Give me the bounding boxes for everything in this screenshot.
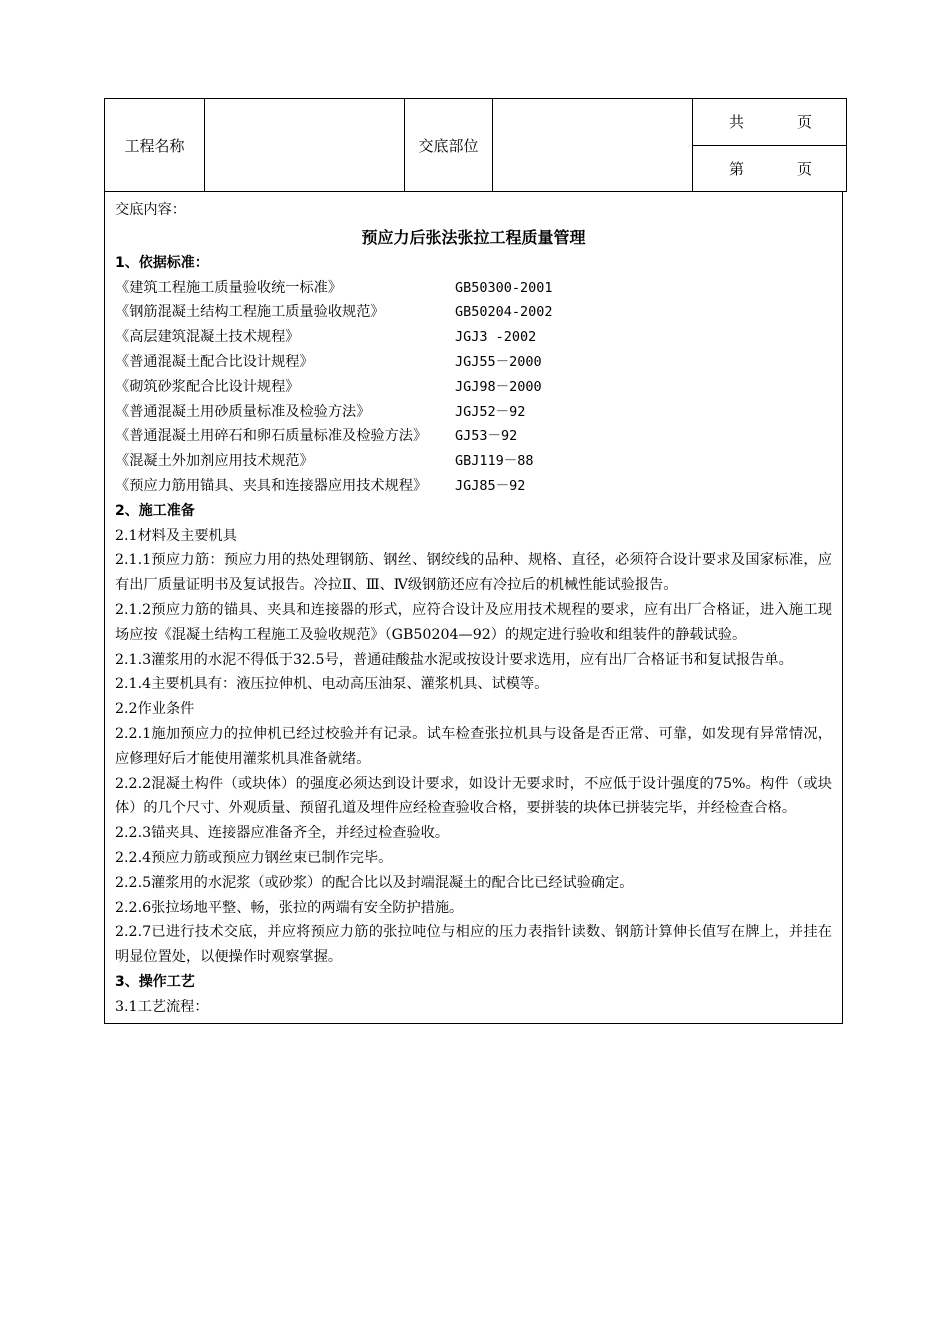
- standard-code: JGJ52－92: [455, 403, 526, 420]
- disclosure-sheet: [104, 98, 846, 1024]
- standard-item: [115, 325, 832, 350]
- standard-name: 《混凝土外加剂应用技术规范》: [115, 453, 314, 470]
- part-value: [493, 99, 693, 192]
- standard-code: JGJ3 -2002: [455, 329, 537, 346]
- standard-code: JGJ98－2000: [455, 378, 542, 395]
- standard-name: 《砌筑砂浆配合比设计规程》: [115, 378, 300, 395]
- para-2-1-2: 2.1.2预应力筋的锚具、夹具和连接器的形式，应符合设计及应用技术规程的要求，应有出厂合格证，进入施工现场应按《混凝土结构工程施工及验收规范》（GB50204—92）的规定进行验收和组装件的静载试验。: [115, 601, 832, 643]
- standard-item: [115, 276, 832, 301]
- page-number-cell: [693, 145, 847, 192]
- para-2-1-1: 2.1.1预应力筋：预应力用的热处理钢筋、钢丝、钢绞线的品种、规格、直径，必须符合设计要求及国家标准，应有出厂质量证明书及复试报告。冷拉Ⅱ、Ⅲ、Ⅳ级钢筋还应有冷拉后的机械性能试验报告。: [115, 552, 832, 594]
- para-2-1: 2.1材料及主要机具: [115, 527, 237, 544]
- standards-list: [115, 276, 832, 499]
- standard-item: [115, 300, 832, 325]
- page-unit: 页: [796, 159, 812, 178]
- standard-name: 《建筑工程施工质量验收统一标准》: [115, 279, 343, 296]
- section-3-heading: 3、操作工艺: [115, 973, 195, 990]
- standard-item: [115, 375, 832, 400]
- section-2-heading: 2、施工准备: [115, 502, 195, 519]
- total-pages-cell: [693, 99, 847, 146]
- para-2-2: 2.2作业条件: [115, 701, 195, 718]
- para-2-2-3: 2.2.3锚夹具、连接器应准备齐全，并经过检查验收。: [115, 825, 450, 842]
- para-3-1: 3.1工艺流程：: [115, 998, 209, 1015]
- content-intro: 交底内容：: [115, 202, 186, 218]
- standard-code: GJ53－92: [455, 428, 518, 445]
- standard-name: 《钢筋混凝土结构工程施工质量验收规范》: [115, 304, 385, 321]
- para-2-1-4: 2.1.4主要机具有：液压拉伸机、电动高压油泵、灌浆机具、试模等。: [115, 676, 549, 693]
- standard-name: 《普通混凝土配合比设计规程》: [115, 353, 314, 370]
- standard-name: 《预应力筋用锚具、夹具和连接器应用技术规程》: [115, 477, 428, 494]
- standard-item: [115, 424, 832, 449]
- standard-name: 《普通混凝土用砂质量标准及检验方法》: [115, 403, 371, 420]
- standard-name: 《高层建筑混凝土技术规程》: [115, 329, 300, 346]
- para-2-2-4: 2.2.4预应力筋或预应力钢丝束已制作完毕。: [115, 849, 393, 866]
- header-table: [104, 98, 847, 192]
- part-label: 交底部位: [405, 99, 493, 192]
- project-name-label: 工程名称: [105, 99, 205, 192]
- para-2-2-7: 2.2.7已进行技术交底，并应将预应力筋的张拉吨位与相应的压力表指针读数、钢筋计算伸长值写在牌上，并挂在明显位置处，以便操作时观察掌握。: [115, 924, 832, 966]
- para-2-2-2: 2.2.2混凝土构件（或块体）的强度必须达到设计要求，如设计无要求时，不应低于设计强度的75%。构件（或块体）的几个尺寸、外观质量、预留孔道及埋件应经检查验收合格，要拼装的块体已拼装完毕，并经检查合格。: [115, 775, 832, 817]
- standard-code: JGJ55－2000: [455, 353, 542, 370]
- page-label: 第: [729, 159, 745, 178]
- standard-code: GBJ119－88: [455, 453, 534, 470]
- content-box: [104, 192, 843, 1024]
- standard-code: GB50204-2002: [455, 304, 553, 321]
- para-2-2-5: 2.2.5灌浆用的水泥浆（或砂浆）的配合比以及封端混凝土的配合比已经试验确定。: [115, 874, 634, 891]
- total-unit: 页: [796, 113, 812, 132]
- standard-item: [115, 400, 832, 425]
- standard-item: [115, 449, 832, 474]
- document-title: 预应力后张法张拉工程质量管理: [361, 227, 586, 247]
- total-label: 共: [729, 113, 745, 132]
- standard-item: [115, 474, 832, 499]
- para-2-2-6: 2.2.6张拉场地平整、畅，张拉的两端有安全防护措施。: [115, 899, 464, 916]
- section-1-heading: 1、依据标准：: [115, 254, 209, 271]
- standard-code: GB50300-2001: [455, 279, 553, 296]
- para-2-2-1: 2.2.1施加预应力的拉伸机已经过校验并有记录。试车检查张拉机具与设备是否正常、可靠，如发现有异常情况，应修理好后才能使用灌浆机具准备就绪。: [115, 725, 832, 767]
- standard-code: JGJ85－92: [455, 477, 526, 494]
- standard-name: 《普通混凝土用碎石和卵石质量标准及检验方法》: [115, 428, 428, 445]
- para-2-1-3: 2.1.3灌浆用的水泥不得低于32.5号，普通硅酸盐水泥或按设计要求选用，应有出厂合格证书和复试报告单。: [115, 651, 793, 668]
- standard-item: [115, 350, 832, 375]
- project-name-value: [205, 99, 405, 192]
